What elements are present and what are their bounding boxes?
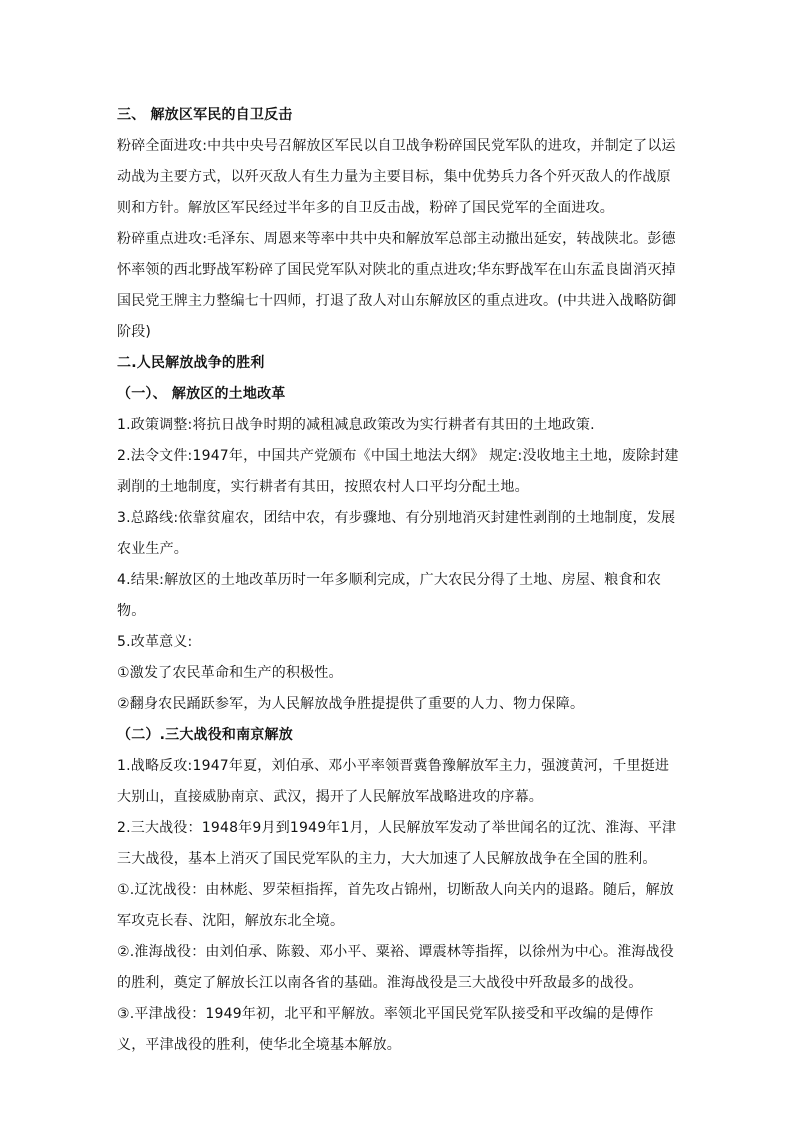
campaign-pingjin: ③.平津战役：1949年初，北平和平解放。率领北平国民党军队接受和平改编的是傅作义，平津战役的胜利，使华北全境基本解放。 (117, 1006, 654, 1053)
section-heading-victory: 二.人民解放战争的胜利 (117, 355, 265, 371)
campaigns-item-2: 2.三大战役：1948年9月到1949年1月，人民解放军发动了举世闻名的辽沈、淮海、平津三大战役，基本上消灭了国民党军队的主力，大大加速了人民解放战争在全国的胜利。 (117, 820, 677, 867)
paragraph-crush-key-offensive: 粉碎重点进攻:毛泽东、周恩来等率中共中央和解放军总部主动撤出延安，转战陕北。彭德怀率领的西北野战军粉碎了国民党军队对陕北的重点进攻;华东野战军在山东孟良崮消灭掉国民党王牌主力整编七十四师，打退了敌人对山东解放区的重点进攻。(中共进入战略防御阶段) (117, 231, 677, 340)
land-reform-significance-2: ②翻身农民踊跃参军，为人民解放战争胜提提供了重要的人力、物力保障。 (117, 696, 585, 712)
subsection-heading-three-campaigns: （二）.三大战役和南京解放 (117, 727, 293, 743)
campaigns-item-1: 1.战略反攻:1947年夏，刘伯承、邓小平率领晋冀鲁豫解放军主力，强渡黄河，千里挺进大别山，直接威胁南京、武汉，揭开了人民解放军战略进攻的序幕。 (117, 758, 670, 805)
document-body (117, 100, 679, 1061)
section-heading-self-defense: 三、 解放区军民的自卫反击 (117, 107, 293, 123)
paragraph-crush-full-offensive: 粉碎全面进攻:中共中央号召解放区军民以自卫战争粉碎国民党军队的进攻，并制定了以运动战为主要方式，以歼灭敌人有生力量为主要目标，集中优势兵力各个歼灭敌人的作战原则和方针。解放区军民经过半年多的自卫反击战，粉碎了国民党军的全面进攻。 (117, 138, 676, 216)
land-reform-item-2: 2.法令文件:1947年，中国共产党颁布《中国土地法大纲》 规定:没收地主土地，废除封建剥削的土地制度，实行耕者有其田，按照农村人口平均分配土地。 (117, 448, 679, 495)
land-reform-item-4: 4.结果:解放区的土地改革历时一年多顺利完成，广大农民分得了土地、房屋、粮食和农物。 (117, 572, 662, 619)
land-reform-item-1: 1.政策调整:将抗日战争时期的减租减息政策改为实行耕者有其田的土地政策. (117, 417, 595, 433)
campaign-huaihai: ②.淮海战役：由刘伯承、陈毅、邓小平、粟裕、谭震林等指挥，以徐州为中心。淮海战役的胜利，奠定了解放长江以南各省的基础。淮海战役是三大战役中歼敌最多的战役。 (117, 944, 674, 991)
subsection-heading-land-reform: （一）、 解放区的土地改革 (117, 386, 286, 402)
land-reform-item-5: 5.改革意义: (117, 634, 193, 650)
land-reform-item-3: 3.总路线:依靠贫雇农，团结中农，有步骤地、有分别地消灭封建性剥削的土地制度，发展农业生产。 (117, 510, 676, 557)
campaign-liaoshen: ①.辽沈战役：由林彪、罗荣桓指挥，首先攻占锦州，切断敌人向关内的退路。随后，解放军攻克长春、沈阳，解放东北全境。 (117, 882, 674, 929)
land-reform-significance-1: ①激发了农民革命和生产的积极性。 (117, 665, 343, 681)
